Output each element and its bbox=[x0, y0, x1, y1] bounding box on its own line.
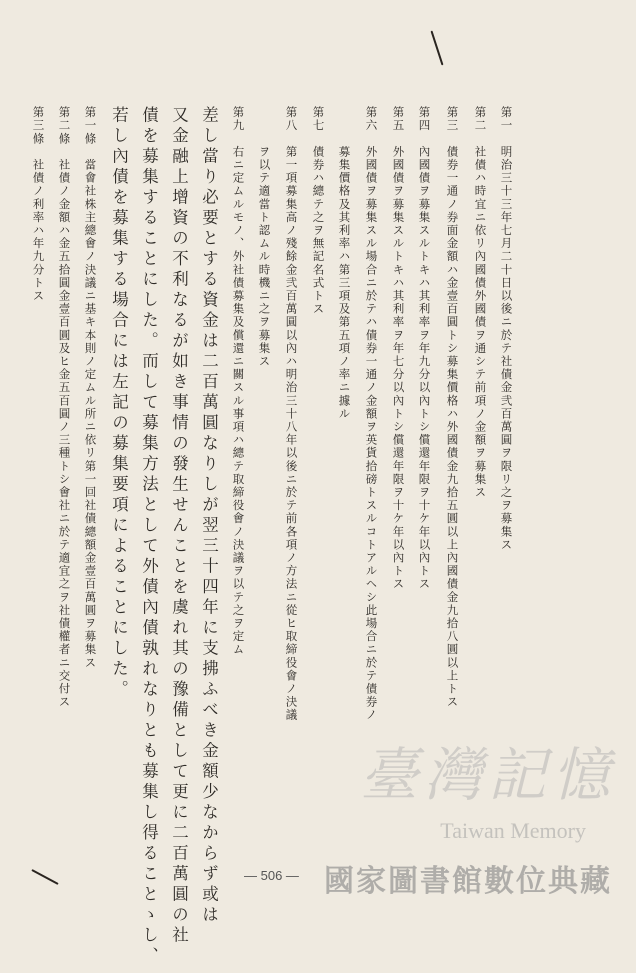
text-column: 第一條 當會社株主總會ノ決議ニ基キ本則ノ定ムル所ニ依リ第一回社債總額金壹百萬圓ヲ募集ス bbox=[83, 106, 98, 670]
text-column: 第六 外國債ヲ募集スル場合ニ於テハ債券一通ノ金額ヲ英貨拾磅トスルコトアルヘシ此場合ニ於テ債券ノ bbox=[364, 106, 379, 722]
text-column: 第八 第一項募集高ノ殘餘金弐百萬圓以內ハ明治三十八年以後ニ於テ前各項ノ方法ニ從ヒ取締役會ノ決議 bbox=[284, 106, 299, 722]
text-column: 差し當り必要とする資金は二百萬圓なりしが翌三十四年に支拂ふべき金額少なからず或は bbox=[199, 106, 219, 926]
text-column: 第二條 社債ノ金額ハ金五拾圓金壹百圓及ヒ金五百圓ノ三種トシ會社ニ於テ適宜之ヲ社債權者ニ交付ス bbox=[57, 106, 72, 709]
ink-mark-top bbox=[430, 31, 443, 66]
text-column: 若し內債を募集する場合には左記の募集要項によることにした。 bbox=[109, 106, 129, 701]
text-column: 第四 內國債ヲ募集スルトキハ其利率ヲ年九分以內トシ償還年限ヲ十ケ年以內トス bbox=[417, 106, 432, 591]
text-column: 第七 債券ハ總テ之ヲ無記名式トス bbox=[311, 106, 326, 316]
text-column: 又金融上增資の不利なるが如き事情の發生せんことを虞れ其の豫備として更に二百萬圓の社 bbox=[169, 106, 189, 947]
text-column: 第二 社債ハ時宜ニ依リ內國債外國債ヲ通シテ前項ノ金額ヲ募集ス bbox=[473, 106, 488, 499]
text-column: 第五 外國債ヲ募集スルトキハ其利率ヲ年七分以內トシ償還年限ヲ十ケ年以內トス bbox=[391, 106, 406, 591]
text-column: ヲ以テ適當ト認ムル時機ニ之ヲ募集ス bbox=[257, 106, 272, 368]
watermark-organization: 國家圖書館數位典藏 bbox=[324, 864, 612, 899]
watermark-chinese: 臺灣記憶 bbox=[359, 741, 616, 809]
text-column: 債を募集することにした。而して募集方法として外債內債孰れなりとも募集し得ることゝし、 bbox=[139, 106, 159, 967]
ink-mark-left bbox=[31, 869, 58, 885]
text-column: 第三條 社債ノ利率ハ年九分トス bbox=[31, 106, 46, 303]
text-column: 第三 債券一通ノ券面金額ハ金壹百圓トシ募集價格ハ外國債金九拾五圓以上內國債金九拾八圓以上トス bbox=[445, 106, 460, 709]
text-column: 第九 右ニ定ムルモノ、外社債募集及償還ニ關スル事項ハ總テ取締役會ノ決議ヲ以テ之ヲ定ム bbox=[231, 106, 246, 657]
text-column: 募集價格及其利率ハ第三項及第五項ノ率ニ據ル bbox=[337, 106, 352, 421]
watermark bbox=[286, 728, 616, 898]
page-number: — 506 — bbox=[244, 868, 299, 883]
watermark-english: Taiwan Memory bbox=[440, 818, 586, 843]
text-column: 第一 明治三十三年七月二十日以後ニ於テ社債金弐百萬圓ヲ限リ之ヲ募集ス bbox=[499, 106, 514, 552]
